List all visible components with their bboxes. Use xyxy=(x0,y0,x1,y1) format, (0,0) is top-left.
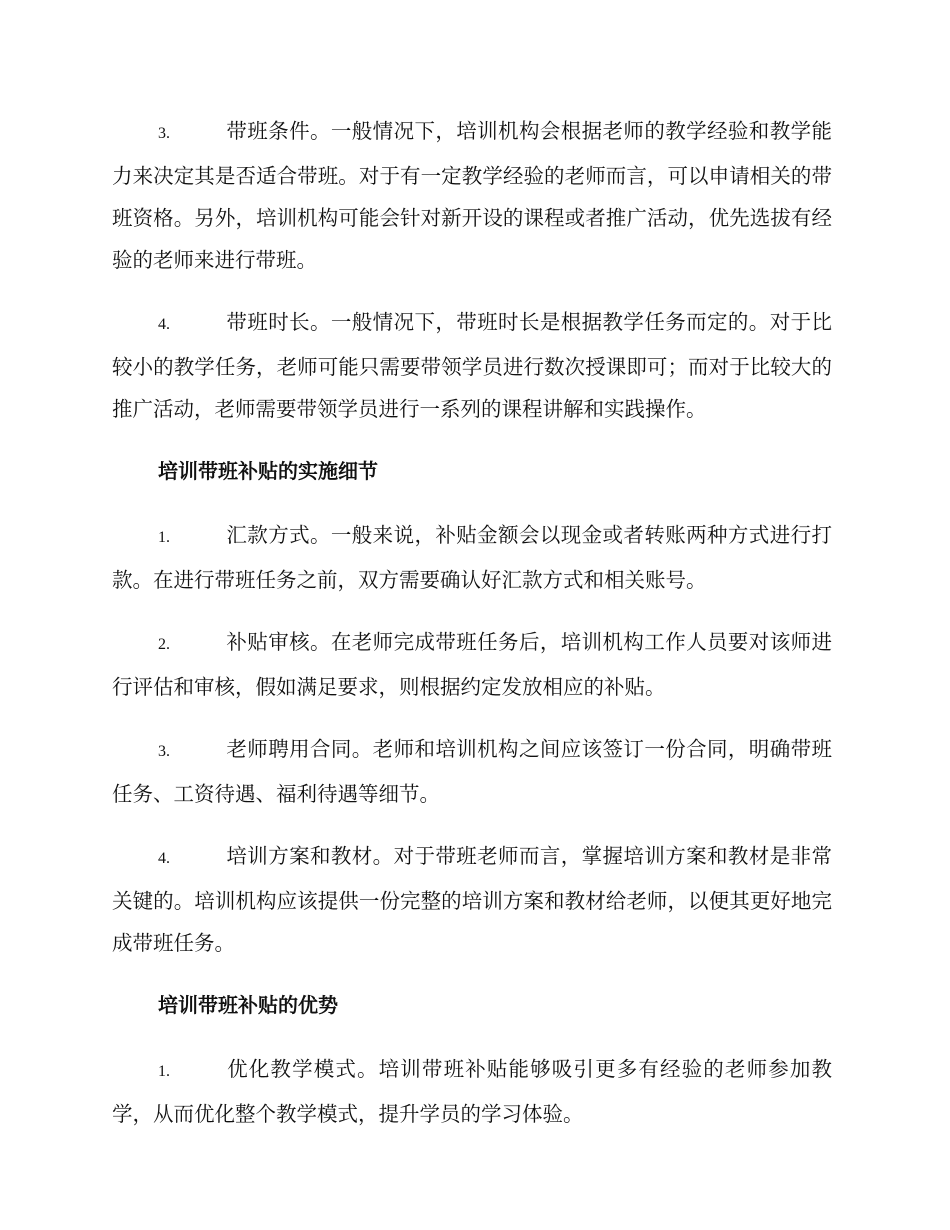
list-item-number: 4. xyxy=(158,850,170,867)
list-item-text: 汇款方式。一般来说，补贴金额会以现金或者转账两种方式进行打款。在进行带班任务之前，双方需要确认好汇款方式和相关账号。 xyxy=(112,523,832,592)
document-content xyxy=(112,110,832,1155)
list-item xyxy=(112,835,832,964)
section-heading-advantages: 培训带班补贴的优势 xyxy=(158,993,338,1017)
list-item-text: 补贴审核。在老师完成带班任务后，培训机构工作人员要对该师进行评估和审核，假如满足要求，则根据约定发放相应的补贴。 xyxy=(112,630,832,699)
list-item-number: 1. xyxy=(158,529,170,546)
list-item xyxy=(112,110,832,281)
list-item-text: 培训方案和教材。对于带班老师而言，掌握培训方案和教材是非常关键的。培训机构应该提供一份完整的培训方案和教材给老师，以便其更好地完成带班任务。 xyxy=(112,844,832,955)
list-item-number: 1. xyxy=(158,1063,170,1080)
list-item-number: 2. xyxy=(158,636,170,653)
list-item-text: 带班时长。一般情况下，带班时长是根据教学任务而定的。对于比较小的教学任务，老师可能只需要带领学员进行数次授课即可；而对于比较大的推广活动，老师需要带领学员进行一系列的课程讲解和实践操作。 xyxy=(112,310,832,421)
list-item-text: 优化教学模式。培训带班补贴能够吸引更多有经验的老师参加教学，从而优化整个教学模式，提升学员的学习体验。 xyxy=(112,1057,832,1126)
list-item-number: 4. xyxy=(158,316,170,333)
list-item xyxy=(112,1048,832,1135)
list-item xyxy=(112,514,832,601)
list-item-text: 带班条件。一般情况下，培训机构会根据老师的教学经验和教学能力来决定其是否适合带班。对于有一定教学经验的老师而言，可以申请相关的带班资格。另外，培训机构可能会针对新开设的课程或者推广活动，优先选拔有经验的老师来进行带班。 xyxy=(112,119,832,272)
list-item-text: 老师聘用合同。老师和培训机构之间应该签订一份合同，明确带班任务、工资待遇、福利待遇等细节。 xyxy=(112,737,832,806)
list-item xyxy=(112,301,832,430)
section-heading-details: 培训带班补贴的实施细节 xyxy=(158,459,378,483)
list-item xyxy=(112,621,832,708)
list-item-number: 3. xyxy=(158,125,170,142)
list-item xyxy=(112,728,832,815)
list-item-number: 3. xyxy=(158,743,170,760)
